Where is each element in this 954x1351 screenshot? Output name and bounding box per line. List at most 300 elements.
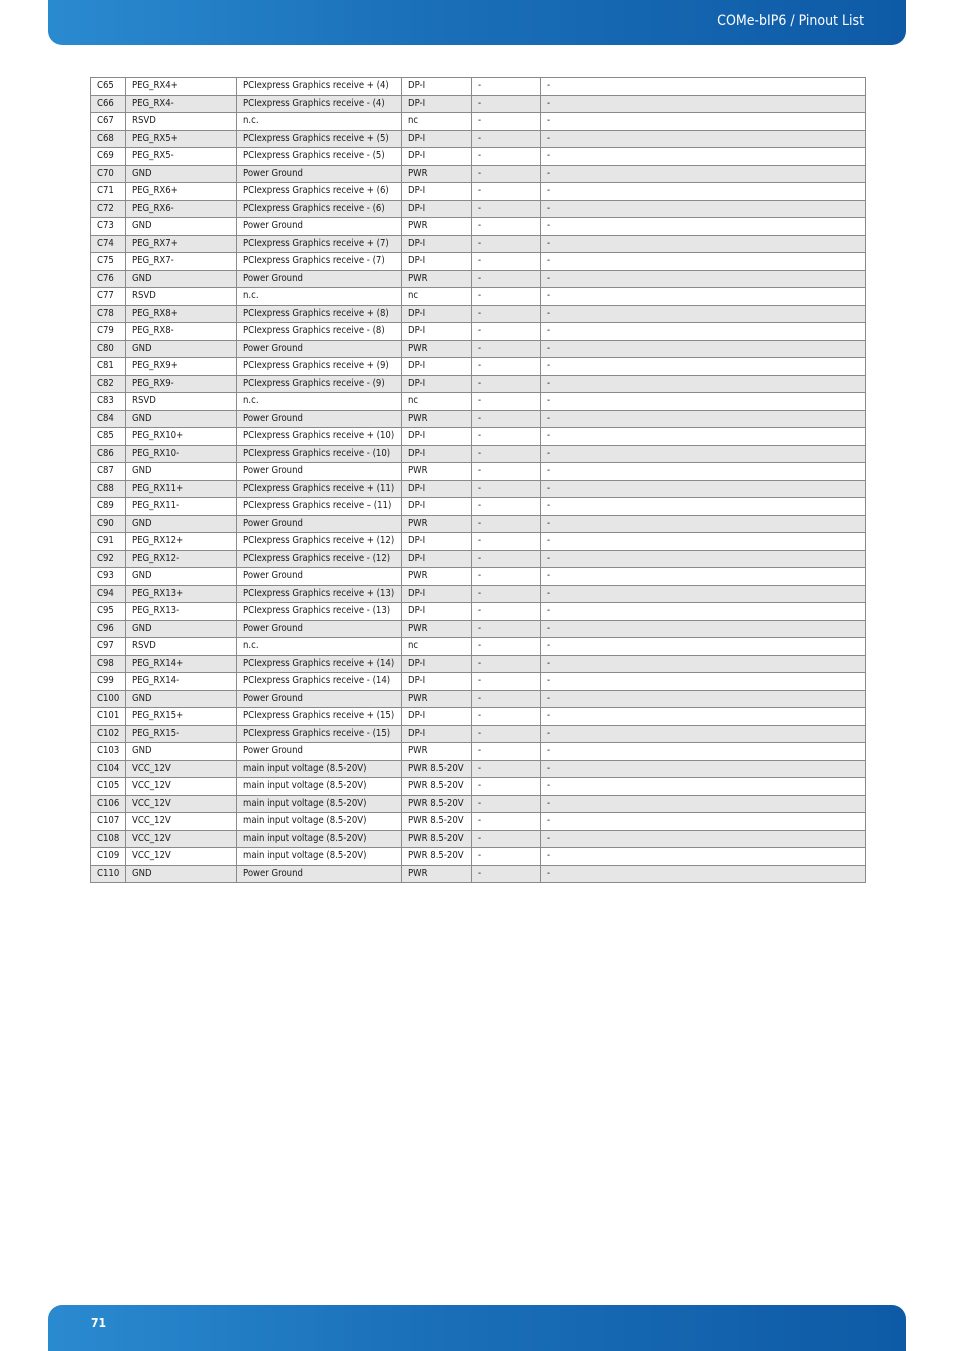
type-cell: DP-I bbox=[402, 323, 472, 341]
pin-cell: C93 bbox=[91, 568, 126, 586]
termination-cell: - bbox=[472, 865, 541, 883]
comment-cell: - bbox=[541, 428, 866, 446]
type-cell: DP-I bbox=[402, 725, 472, 743]
pin-cell: C81 bbox=[91, 358, 126, 376]
termination-cell: - bbox=[472, 498, 541, 516]
comment-cell: - bbox=[541, 200, 866, 218]
description-cell: PCIexpress Graphics receive - (5) bbox=[237, 148, 402, 166]
comment-cell: - bbox=[541, 148, 866, 166]
signal-cell: PEG_RX8- bbox=[126, 323, 237, 341]
table-row bbox=[91, 183, 866, 201]
signal-cell: VCC_12V bbox=[126, 795, 237, 813]
pin-cell: C99 bbox=[91, 673, 126, 691]
signal-cell: PEG_RX13- bbox=[126, 603, 237, 621]
page-title: COMe-bIP6 / Pinout List bbox=[717, 13, 864, 29]
type-cell: PWR bbox=[402, 165, 472, 183]
termination-cell: - bbox=[472, 393, 541, 411]
comment-cell: - bbox=[541, 795, 866, 813]
description-cell: PCIexpress Graphics receive - (13) bbox=[237, 603, 402, 621]
comment-cell: - bbox=[541, 78, 866, 96]
signal-cell: GND bbox=[126, 463, 237, 481]
type-cell: DP-I bbox=[402, 183, 472, 201]
termination-cell: - bbox=[472, 655, 541, 673]
comment-cell: - bbox=[541, 323, 866, 341]
description-cell: PCIexpress Graphics receive – (11) bbox=[237, 498, 402, 516]
table-row bbox=[91, 445, 866, 463]
description-cell: PCIexpress Graphics receive + (4) bbox=[237, 78, 402, 96]
pin-cell: C73 bbox=[91, 218, 126, 236]
description-cell: PCIexpress Graphics receive + (12) bbox=[237, 533, 402, 551]
pin-cell: C109 bbox=[91, 848, 126, 866]
table-row bbox=[91, 95, 866, 113]
pin-cell: C95 bbox=[91, 603, 126, 621]
termination-cell: - bbox=[472, 183, 541, 201]
termination-cell: - bbox=[472, 533, 541, 551]
termination-cell: - bbox=[472, 725, 541, 743]
comment-cell: - bbox=[541, 550, 866, 568]
description-cell: PCIexpress Graphics receive + (7) bbox=[237, 235, 402, 253]
termination-cell: - bbox=[472, 480, 541, 498]
pin-cell: C107 bbox=[91, 813, 126, 831]
signal-cell: RSVD bbox=[126, 638, 237, 656]
pin-cell: C96 bbox=[91, 620, 126, 638]
signal-cell: VCC_12V bbox=[126, 778, 237, 796]
description-cell: PCIexpress Graphics receive + (5) bbox=[237, 130, 402, 148]
termination-cell: - bbox=[472, 148, 541, 166]
signal-cell: PEG_RX14- bbox=[126, 673, 237, 691]
comment-cell: - bbox=[541, 813, 866, 831]
comment-cell: - bbox=[541, 620, 866, 638]
termination-cell: - bbox=[472, 165, 541, 183]
signal-cell: VCC_12V bbox=[126, 813, 237, 831]
pin-cell: C66 bbox=[91, 95, 126, 113]
pin-cell: C76 bbox=[91, 270, 126, 288]
signal-cell: PEG_RX7+ bbox=[126, 235, 237, 253]
type-cell: DP-I bbox=[402, 585, 472, 603]
comment-cell: - bbox=[541, 848, 866, 866]
pin-cell: C100 bbox=[91, 690, 126, 708]
termination-cell: - bbox=[472, 130, 541, 148]
signal-cell: PEG_RX6+ bbox=[126, 183, 237, 201]
type-cell: DP-I bbox=[402, 305, 472, 323]
type-cell: DP-I bbox=[402, 358, 472, 376]
type-cell: PWR bbox=[402, 463, 472, 481]
description-cell: main input voltage (8.5-20V) bbox=[237, 848, 402, 866]
pin-cell: C67 bbox=[91, 113, 126, 131]
type-cell: DP-I bbox=[402, 253, 472, 271]
description-cell: PCIexpress Graphics receive - (15) bbox=[237, 725, 402, 743]
table-row bbox=[91, 515, 866, 533]
description-cell: Power Ground bbox=[237, 165, 402, 183]
termination-cell: - bbox=[472, 550, 541, 568]
signal-cell: GND bbox=[126, 743, 237, 761]
type-cell: PWR 8.5-20V bbox=[402, 848, 472, 866]
signal-cell: PEG_RX9- bbox=[126, 375, 237, 393]
description-cell: n.c. bbox=[237, 113, 402, 131]
pin-cell: C77 bbox=[91, 288, 126, 306]
description-cell: Power Ground bbox=[237, 690, 402, 708]
termination-cell: - bbox=[472, 585, 541, 603]
signal-cell: GND bbox=[126, 218, 237, 236]
signal-cell: PEG_RX4- bbox=[126, 95, 237, 113]
comment-cell: - bbox=[541, 498, 866, 516]
comment-cell: - bbox=[541, 743, 866, 761]
table-row bbox=[91, 113, 866, 131]
comment-cell: - bbox=[541, 480, 866, 498]
table-row bbox=[91, 288, 866, 306]
description-cell: PCIexpress Graphics receive + (13) bbox=[237, 585, 402, 603]
comment-cell: - bbox=[541, 533, 866, 551]
termination-cell: - bbox=[472, 78, 541, 96]
table-row bbox=[91, 323, 866, 341]
description-cell: PCIexpress Graphics receive + (6) bbox=[237, 183, 402, 201]
description-cell: PCIexpress Graphics receive - (6) bbox=[237, 200, 402, 218]
comment-cell: - bbox=[541, 340, 866, 358]
table-row bbox=[91, 393, 866, 411]
pin-cell: C85 bbox=[91, 428, 126, 446]
pin-cell: C86 bbox=[91, 445, 126, 463]
signal-cell: PEG_RX5+ bbox=[126, 130, 237, 148]
termination-cell: - bbox=[472, 463, 541, 481]
page-number: 71 bbox=[91, 1316, 107, 1330]
description-cell: PCIexpress Graphics receive + (9) bbox=[237, 358, 402, 376]
pin-cell: C91 bbox=[91, 533, 126, 551]
signal-cell: PEG_RX5- bbox=[126, 148, 237, 166]
type-cell: PWR 8.5-20V bbox=[402, 760, 472, 778]
signal-cell: RSVD bbox=[126, 288, 237, 306]
pin-cell: C106 bbox=[91, 795, 126, 813]
pin-cell: C82 bbox=[91, 375, 126, 393]
description-cell: PCIexpress Graphics receive + (10) bbox=[237, 428, 402, 446]
type-cell: DP-I bbox=[402, 375, 472, 393]
table-row bbox=[91, 375, 866, 393]
pin-cell: C98 bbox=[91, 655, 126, 673]
signal-cell: GND bbox=[126, 690, 237, 708]
type-cell: PWR bbox=[402, 410, 472, 428]
termination-cell: - bbox=[472, 795, 541, 813]
signal-cell: PEG_RX9+ bbox=[126, 358, 237, 376]
comment-cell: - bbox=[541, 410, 866, 428]
table-row bbox=[91, 130, 866, 148]
description-cell: main input voltage (8.5-20V) bbox=[237, 778, 402, 796]
termination-cell: - bbox=[472, 690, 541, 708]
table-row bbox=[91, 743, 866, 761]
table-row bbox=[91, 673, 866, 691]
comment-cell: - bbox=[541, 218, 866, 236]
comment-cell: - bbox=[541, 655, 866, 673]
table-row bbox=[91, 533, 866, 551]
comment-cell: - bbox=[541, 393, 866, 411]
comment-cell: - bbox=[541, 725, 866, 743]
comment-cell: - bbox=[541, 445, 866, 463]
table-row bbox=[91, 235, 866, 253]
signal-cell: PEG_RX12- bbox=[126, 550, 237, 568]
termination-cell: - bbox=[472, 830, 541, 848]
comment-cell: - bbox=[541, 270, 866, 288]
pin-cell: C102 bbox=[91, 725, 126, 743]
pin-cell: C90 bbox=[91, 515, 126, 533]
description-cell: PCIexpress Graphics receive - (4) bbox=[237, 95, 402, 113]
description-cell: PCIexpress Graphics receive - (9) bbox=[237, 375, 402, 393]
description-cell: Power Ground bbox=[237, 410, 402, 428]
comment-cell: - bbox=[541, 130, 866, 148]
type-cell: nc bbox=[402, 288, 472, 306]
table-row bbox=[91, 830, 866, 848]
pin-cell: C97 bbox=[91, 638, 126, 656]
type-cell: DP-I bbox=[402, 533, 472, 551]
signal-cell: GND bbox=[126, 515, 237, 533]
type-cell: DP-I bbox=[402, 603, 472, 621]
comment-cell: - bbox=[541, 690, 866, 708]
type-cell: DP-I bbox=[402, 148, 472, 166]
comment-cell: - bbox=[541, 708, 866, 726]
termination-cell: - bbox=[472, 708, 541, 726]
pin-cell: C72 bbox=[91, 200, 126, 218]
type-cell: DP-I bbox=[402, 445, 472, 463]
description-cell: n.c. bbox=[237, 393, 402, 411]
termination-cell: - bbox=[472, 323, 541, 341]
pin-cell: C110 bbox=[91, 865, 126, 883]
pin-cell: C75 bbox=[91, 253, 126, 271]
description-cell: main input voltage (8.5-20V) bbox=[237, 813, 402, 831]
table-row bbox=[91, 480, 866, 498]
comment-cell: - bbox=[541, 463, 866, 481]
type-cell: DP-I bbox=[402, 480, 472, 498]
description-cell: Power Ground bbox=[237, 340, 402, 358]
termination-cell: - bbox=[472, 95, 541, 113]
type-cell: DP-I bbox=[402, 78, 472, 96]
termination-cell: - bbox=[472, 743, 541, 761]
pin-cell: C74 bbox=[91, 235, 126, 253]
description-cell: Power Ground bbox=[237, 515, 402, 533]
table-row bbox=[91, 218, 866, 236]
pinout-table-body bbox=[91, 78, 866, 883]
signal-cell: GND bbox=[126, 865, 237, 883]
termination-cell: - bbox=[472, 603, 541, 621]
pinout-table bbox=[90, 77, 866, 883]
description-cell: Power Ground bbox=[237, 218, 402, 236]
table-row bbox=[91, 708, 866, 726]
termination-cell: - bbox=[472, 270, 541, 288]
signal-cell: VCC_12V bbox=[126, 848, 237, 866]
termination-cell: - bbox=[472, 445, 541, 463]
signal-cell: PEG_RX14+ bbox=[126, 655, 237, 673]
description-cell: main input voltage (8.5-20V) bbox=[237, 795, 402, 813]
table-row bbox=[91, 463, 866, 481]
signal-cell: RSVD bbox=[126, 113, 237, 131]
type-cell: PWR bbox=[402, 515, 472, 533]
signal-cell: VCC_12V bbox=[126, 760, 237, 778]
termination-cell: - bbox=[472, 410, 541, 428]
description-cell: PCIexpress Graphics receive - (8) bbox=[237, 323, 402, 341]
type-cell: PWR bbox=[402, 270, 472, 288]
signal-cell: RSVD bbox=[126, 393, 237, 411]
termination-cell: - bbox=[472, 375, 541, 393]
comment-cell: - bbox=[541, 358, 866, 376]
type-cell: nc bbox=[402, 638, 472, 656]
comment-cell: - bbox=[541, 515, 866, 533]
termination-cell: - bbox=[472, 235, 541, 253]
type-cell: PWR 8.5-20V bbox=[402, 778, 472, 796]
table-row bbox=[91, 270, 866, 288]
comment-cell: - bbox=[541, 95, 866, 113]
table-row bbox=[91, 638, 866, 656]
type-cell: DP-I bbox=[402, 95, 472, 113]
signal-cell: PEG_RX13+ bbox=[126, 585, 237, 603]
description-cell: PCIexpress Graphics receive + (11) bbox=[237, 480, 402, 498]
comment-cell: - bbox=[541, 375, 866, 393]
description-cell: PCIexpress Graphics receive + (14) bbox=[237, 655, 402, 673]
signal-cell: GND bbox=[126, 270, 237, 288]
pin-cell: C88 bbox=[91, 480, 126, 498]
type-cell: DP-I bbox=[402, 655, 472, 673]
description-cell: PCIexpress Graphics receive + (15) bbox=[237, 708, 402, 726]
description-cell: n.c. bbox=[237, 288, 402, 306]
table-row bbox=[91, 603, 866, 621]
description-cell: Power Ground bbox=[237, 463, 402, 481]
signal-cell: GND bbox=[126, 410, 237, 428]
table-row bbox=[91, 813, 866, 831]
comment-cell: - bbox=[541, 288, 866, 306]
table-row bbox=[91, 848, 866, 866]
type-cell: DP-I bbox=[402, 130, 472, 148]
signal-cell: PEG_RX11- bbox=[126, 498, 237, 516]
signal-cell: PEG_RX8+ bbox=[126, 305, 237, 323]
table-row bbox=[91, 200, 866, 218]
table-row bbox=[91, 410, 866, 428]
table-row bbox=[91, 760, 866, 778]
type-cell: DP-I bbox=[402, 235, 472, 253]
comment-cell: - bbox=[541, 603, 866, 621]
comment-cell: - bbox=[541, 253, 866, 271]
description-cell: PCIexpress Graphics receive - (10) bbox=[237, 445, 402, 463]
table-row bbox=[91, 620, 866, 638]
termination-cell: - bbox=[472, 113, 541, 131]
type-cell: DP-I bbox=[402, 200, 472, 218]
table-row bbox=[91, 795, 866, 813]
type-cell: PWR bbox=[402, 568, 472, 586]
pin-cell: C105 bbox=[91, 778, 126, 796]
description-cell: Power Ground bbox=[237, 270, 402, 288]
table-row bbox=[91, 655, 866, 673]
comment-cell: - bbox=[541, 165, 866, 183]
table-row bbox=[91, 78, 866, 96]
description-cell: PCIexpress Graphics receive - (12) bbox=[237, 550, 402, 568]
termination-cell: - bbox=[472, 673, 541, 691]
type-cell: nc bbox=[402, 393, 472, 411]
termination-cell: - bbox=[472, 358, 541, 376]
comment-cell: - bbox=[541, 305, 866, 323]
type-cell: PWR bbox=[402, 340, 472, 358]
termination-cell: - bbox=[472, 305, 541, 323]
footer-bar bbox=[48, 1305, 906, 1351]
description-cell: PCIexpress Graphics receive + (8) bbox=[237, 305, 402, 323]
signal-cell: GND bbox=[126, 340, 237, 358]
signal-cell: GND bbox=[126, 165, 237, 183]
termination-cell: - bbox=[472, 253, 541, 271]
table-row bbox=[91, 428, 866, 446]
description-cell: main input voltage (8.5-20V) bbox=[237, 830, 402, 848]
termination-cell: - bbox=[472, 813, 541, 831]
pin-cell: C89 bbox=[91, 498, 126, 516]
description-cell: n.c. bbox=[237, 638, 402, 656]
pin-cell: C101 bbox=[91, 708, 126, 726]
comment-cell: - bbox=[541, 113, 866, 131]
pin-cell: C71 bbox=[91, 183, 126, 201]
pin-cell: C69 bbox=[91, 148, 126, 166]
signal-cell: PEG_RX15+ bbox=[126, 708, 237, 726]
description-cell: PCIexpress Graphics receive - (7) bbox=[237, 253, 402, 271]
type-cell: PWR 8.5-20V bbox=[402, 795, 472, 813]
table-row bbox=[91, 690, 866, 708]
table-row bbox=[91, 340, 866, 358]
comment-cell: - bbox=[541, 673, 866, 691]
pin-cell: C83 bbox=[91, 393, 126, 411]
table-row bbox=[91, 865, 866, 883]
comment-cell: - bbox=[541, 760, 866, 778]
table-row bbox=[91, 165, 866, 183]
signal-cell: PEG_RX7- bbox=[126, 253, 237, 271]
termination-cell: - bbox=[472, 638, 541, 656]
table-row bbox=[91, 725, 866, 743]
table-row bbox=[91, 585, 866, 603]
type-cell: PWR bbox=[402, 620, 472, 638]
table-row bbox=[91, 550, 866, 568]
description-cell: Power Ground bbox=[237, 865, 402, 883]
termination-cell: - bbox=[472, 778, 541, 796]
signal-cell: PEG_RX12+ bbox=[126, 533, 237, 551]
termination-cell: - bbox=[472, 340, 541, 358]
type-cell: PWR 8.5-20V bbox=[402, 830, 472, 848]
termination-cell: - bbox=[472, 288, 541, 306]
pin-cell: C108 bbox=[91, 830, 126, 848]
table-row bbox=[91, 778, 866, 796]
comment-cell: - bbox=[541, 638, 866, 656]
pin-cell: C68 bbox=[91, 130, 126, 148]
description-cell: Power Ground bbox=[237, 568, 402, 586]
type-cell: DP-I bbox=[402, 708, 472, 726]
type-cell: PWR bbox=[402, 218, 472, 236]
table-row bbox=[91, 148, 866, 166]
comment-cell: - bbox=[541, 568, 866, 586]
table-row bbox=[91, 358, 866, 376]
signal-cell: VCC_12V bbox=[126, 830, 237, 848]
type-cell: DP-I bbox=[402, 498, 472, 516]
termination-cell: - bbox=[472, 760, 541, 778]
table-row bbox=[91, 305, 866, 323]
termination-cell: - bbox=[472, 515, 541, 533]
signal-cell: PEG_RX10+ bbox=[126, 428, 237, 446]
signal-cell: PEG_RX10- bbox=[126, 445, 237, 463]
pin-cell: C94 bbox=[91, 585, 126, 603]
comment-cell: - bbox=[541, 830, 866, 848]
comment-cell: - bbox=[541, 585, 866, 603]
termination-cell: - bbox=[472, 620, 541, 638]
signal-cell: PEG_RX15- bbox=[126, 725, 237, 743]
table-row bbox=[91, 568, 866, 586]
pin-cell: C78 bbox=[91, 305, 126, 323]
type-cell: PWR 8.5-20V bbox=[402, 813, 472, 831]
type-cell: DP-I bbox=[402, 428, 472, 446]
table-row bbox=[91, 253, 866, 271]
description-cell: main input voltage (8.5-20V) bbox=[237, 760, 402, 778]
pin-cell: C87 bbox=[91, 463, 126, 481]
type-cell: nc bbox=[402, 113, 472, 131]
termination-cell: - bbox=[472, 200, 541, 218]
comment-cell: - bbox=[541, 865, 866, 883]
table-row bbox=[91, 498, 866, 516]
type-cell: DP-I bbox=[402, 550, 472, 568]
